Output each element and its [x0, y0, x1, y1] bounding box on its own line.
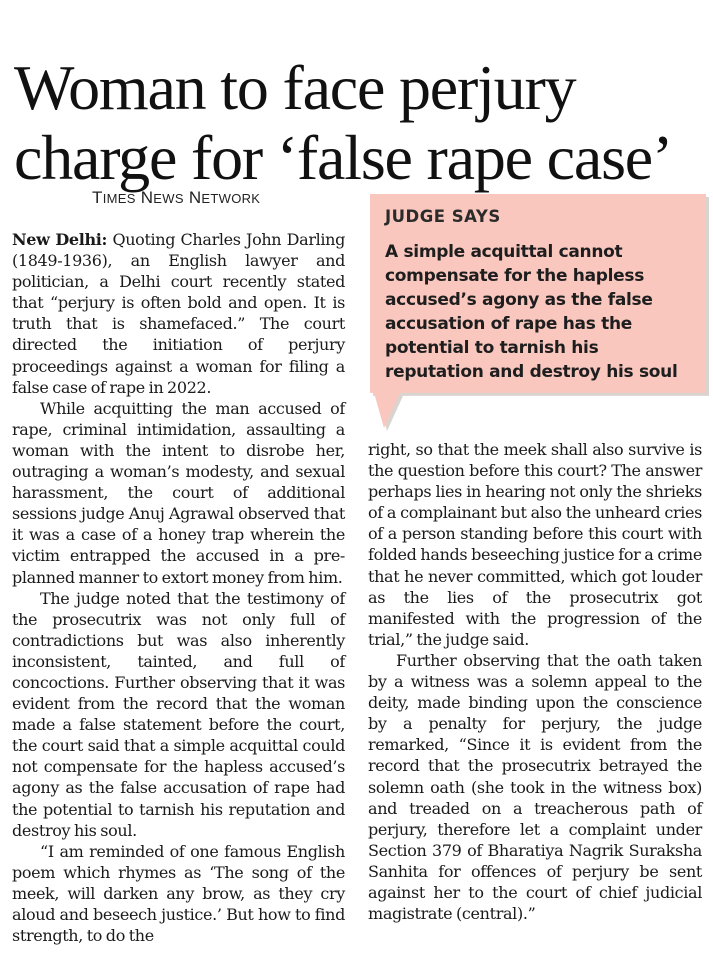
sidebar-content: [385, 207, 695, 384]
byline-etwork: ETWORK: [201, 191, 261, 206]
article-paragraph-5: right, so that the meek shall also survive is the question before this court? The answer perhaps lies in hearing not only the shrieks of a complainant but also the unheard cries of a person standing before this court with folded hands beseeching justice for a crime that he never committed, which got louder as the lies of the prosecutrix got manifested with the progression of the trial,” the judge said.: [368, 440, 702, 649]
article-paragraph-2: While acquitting the man accused of rape, criminal intimidation, assaulting a woman with the intent to disrobe her, outraging a woman’s modesty, and sexual harassment, the court of additional sessions judge Anuj Agrawal observed that it was a case of a honey trap wherein the victim entrapped the accused in a pre-planned manner to extort money from him.: [12, 398, 345, 587]
article-paragraph-3: The judge noted that the testimony of the prosecutrix was not only full of contradictions but was also inherently inconsistent, tainted, and full of concoctions. Further observing that it was evident from the record that the woman made a false statement before the court, the court said that a simple acquittal could not compensate for the hapless accused’s agony as the false accusation of rape had the potential to tarnish his reputation and destroy his soul.: [12, 588, 345, 840]
byline-t: T: [92, 188, 103, 207]
byline-n: N: [140, 188, 154, 207]
article-column-right: [368, 439, 702, 924]
article-paragraph-6: Further observing that the oath taken by a witness was a solemn appeal to the deity, made binding upon the conscience by a penalty for perjury, the judge remarked, “Since it is evident from the record that the prosecutrix betrayed the solemn oath (she took in the witness box) and treaded on a treacherous path of perjury, therefore let a complaint under Section 379 of Bharatiya Nagrik Suraksha Sanhita for offences of perjury be sent against her to the court of chief judicial magistrate (central).”: [368, 650, 702, 924]
sidebar-quote: A simple acquittal cannot compensate for the hapless accused’s agony as the false accusation of rape has the potential to tarnish his reputation and destroy his soul: [385, 242, 678, 382]
article-column-left: [12, 229, 345, 946]
article-paragraph-1: [12, 229, 345, 398]
article-paragraph-4: “I am reminded of one famous English poem which rhymes as ‘The song of the meek, will darken any brow, as they cry aloud and beseech justice.’ But how to find strength, to do the: [12, 841, 345, 946]
byline-imes: IMES: [102, 191, 136, 206]
sidebar-title: JUDGE SAYS: [385, 207, 501, 226]
paragraph-1-text: Quoting Charles John Darling (1849-1936), an English lawyer and politician, a Delhi court recently stated that “perjury is often bold and open. It is truth that is shamefaced.” The court directed the initiation of perjury proceedings against a woman for filing a false case of rape in 2022.: [12, 230, 345, 397]
byline: [92, 188, 260, 208]
dateline: New Delhi:: [12, 230, 108, 249]
byline-n2: N: [188, 188, 202, 207]
headline: Woman to face perjury charge for ‘false rape case’: [14, 51, 673, 193]
byline-ews: EWS: [153, 191, 184, 206]
